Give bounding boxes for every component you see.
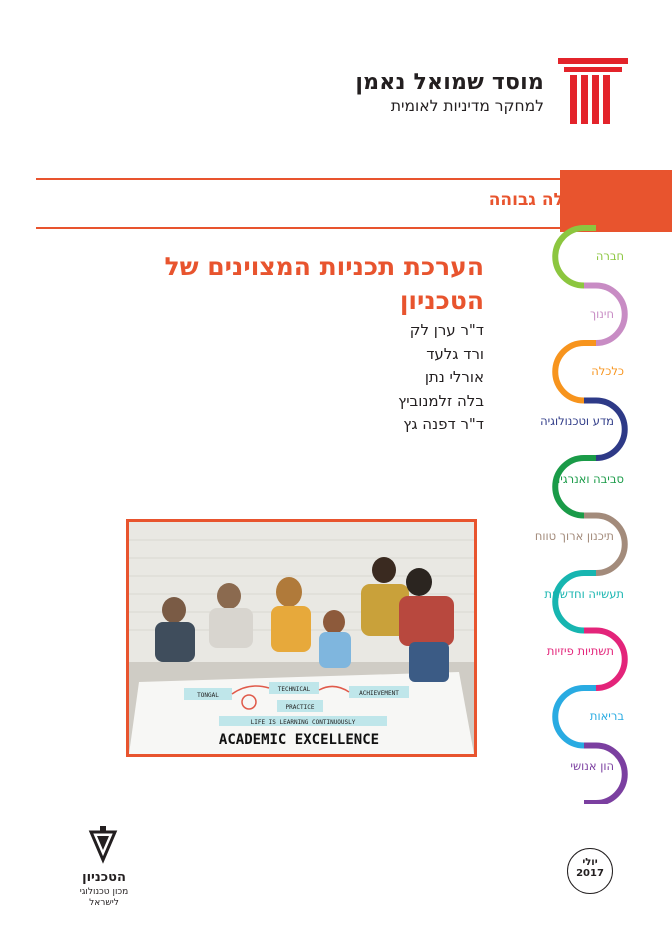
technion-name: הטכניון xyxy=(82,870,126,885)
date-year: 2017 xyxy=(576,868,604,879)
topic-label: סביבה ואנרגיה xyxy=(552,471,624,486)
topic-label: חינוך xyxy=(590,306,614,321)
cover-photo xyxy=(126,519,477,757)
document-title: הערכת תכניות המצוינים של הטכניון xyxy=(164,252,484,315)
topic-label: תשתיות פיזיות xyxy=(546,644,614,659)
section-title: השכלה גבוהה xyxy=(488,190,598,210)
author: ד"ר ערן לק xyxy=(409,321,484,339)
topic-label: מדע וטכנולוגיה xyxy=(540,414,614,429)
photo-illustration xyxy=(129,522,474,754)
date-seal xyxy=(567,848,613,894)
author: אורלי נתן xyxy=(424,368,484,386)
institute-subtitle: למחקר מדיניות לאומית xyxy=(390,97,544,115)
topic-label: בריאות xyxy=(589,709,624,724)
topics-list xyxy=(534,224,632,804)
date-month: יולי xyxy=(582,857,598,868)
board-label: ACHIEVEMENT xyxy=(359,690,399,697)
technion-subtitle-line: מכון טכנולוגי xyxy=(79,887,129,897)
institute-name: מוסד שמואל נאמן xyxy=(355,70,544,95)
board-label: PRACTICE xyxy=(285,704,315,711)
board-title: ACADEMIC EXCELLENCE xyxy=(218,732,380,748)
author: בלה זלמנוביץ xyxy=(398,391,484,410)
author: ד"ר דפנה גץ xyxy=(403,415,484,433)
institute-logo-icon xyxy=(556,56,630,126)
topic-label: הון אנושי xyxy=(570,759,614,774)
technion-subtitle-line: לישראל xyxy=(89,898,119,908)
author: ורד גלעד xyxy=(426,344,484,363)
topic-label: תעשייה וחדשנות xyxy=(544,586,624,601)
bottom-divider xyxy=(36,227,560,229)
technion-subtitle xyxy=(70,887,138,909)
board-label: LIFE IS LEARNING CONTINUOUSLY xyxy=(250,719,356,726)
author-list xyxy=(284,319,484,437)
topic-label: כלכלה xyxy=(591,364,624,379)
top-divider xyxy=(36,178,604,180)
topic-label: תיכנון ארוך טווח xyxy=(534,529,614,544)
board-label: TONGAL xyxy=(197,692,219,699)
topic-label: חברה xyxy=(595,249,624,264)
technion-logo-icon xyxy=(88,826,118,866)
board-label: TECHNICAL xyxy=(277,686,311,693)
